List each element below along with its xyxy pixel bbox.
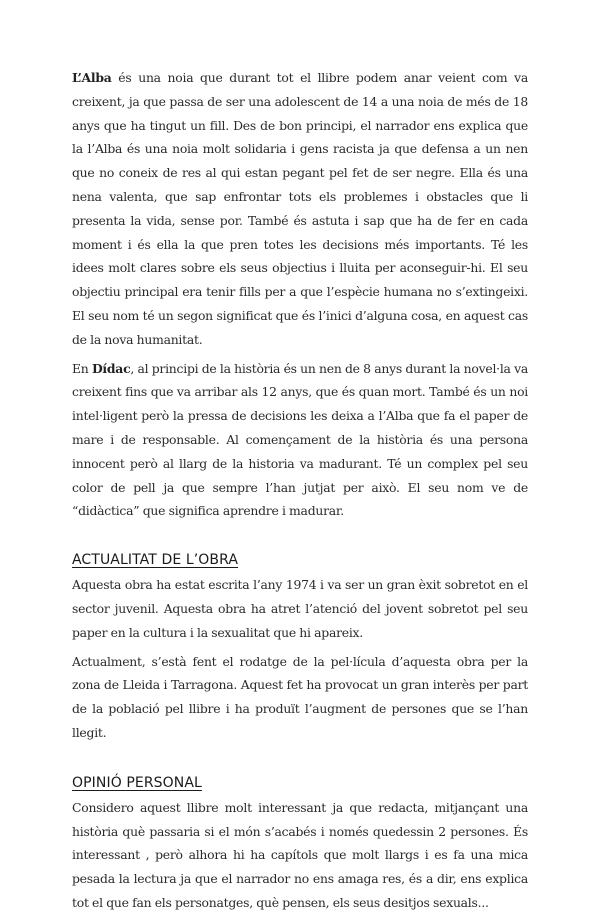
paragraph-actualitat-1: Aquesta obra ha estat escrita l’any 1974 i va ser un gran èxit sobretot en el sector juvenil. Aquesta obra ha atret l’atenció del jovent sobretot pel seu paper en la cultura i la sexualitat que hi apareix. — [72, 577, 528, 640]
didac-prefix: En — [72, 360, 92, 376]
paragraph-didac — [72, 357, 528, 524]
paragraph-opinio-1: Considero aquest llibre molt interessant ja que redacta, mitjançant una història què passaria si el món s’acabés i només quedessin 2 persones. És interessant , però alhora hi ha capítols que molt llargs i es fa una mica pesada la lectura ja que el narrador no ens amaga res, és a dir, ens explica tot el que fan els personatges, què pensen, els seus desitjos sexuals... — [72, 799, 528, 910]
character-name-alba: L’Alba — [72, 70, 112, 85]
heading-actualitat: ACTUALITAT DE L’OBRA — [72, 552, 239, 569]
heading-opinio: OPINIÓ PERSONAL — [72, 774, 202, 791]
paragraph-alba — [72, 66, 528, 352]
alba-description: és una noia que durant tot el llibre podem anar veient com va creixent, ja que passa de ser una adolescent de 14 a una noia de més de 18 anys que ha tingut un fill. Des de bon principi, el narrador ens explica que la l’Alba és una noia molt solidaria i gens racista ja que defensa a un nen que no coneix de res al qui estan pegant pel fet de ser negre. Ella és una nena valenta, que sap enfrontar tots els problemes i obstacles que li presenta la vida, sense por. També és astuta i sap que ha de fer en cada moment i és ella la que pren totes les decisions més importants. Té les idees molt clares sobre els seus objectius i lluita per aconseguir-hi. El seu objectiu principal era tenir fills per a que l’espècie humana no s’extingeixi. El seu nom té un segon significat que és l’inici d’alguna cosa, en aquest cas de la nova humanitat. — [72, 70, 528, 347]
didac-description: , al principi de la història és un nen de 8 anys durant la novel·la va creixent fins que va arribar als 12 anys, que és quan mort. També és un noi intel·ligent però la pressa de decisions les deixa a l’Alba que fa el paper de mare i de responsable. Al començament de la història és una persona innocent però al llarg de la historia va madurant. Té un complex pel seu color de pell ja que sempre l’han jutjat per això. El seu nom ve de “didàctica” que significa aprendre i madurar. — [72, 360, 528, 519]
document-page — [72, 66, 528, 915]
paragraph-actualitat-2: Actualment, s’està fent el rodatge de la pel·lícula d’aquesta obra per la zona de Lleida i Tarragona. Aquest fet ha provocat un gran interès per part de la població pel llibre i ha produït l’augment de persones que se l’han llegit. — [72, 653, 528, 740]
character-name-didac: Dídac — [91, 360, 131, 376]
